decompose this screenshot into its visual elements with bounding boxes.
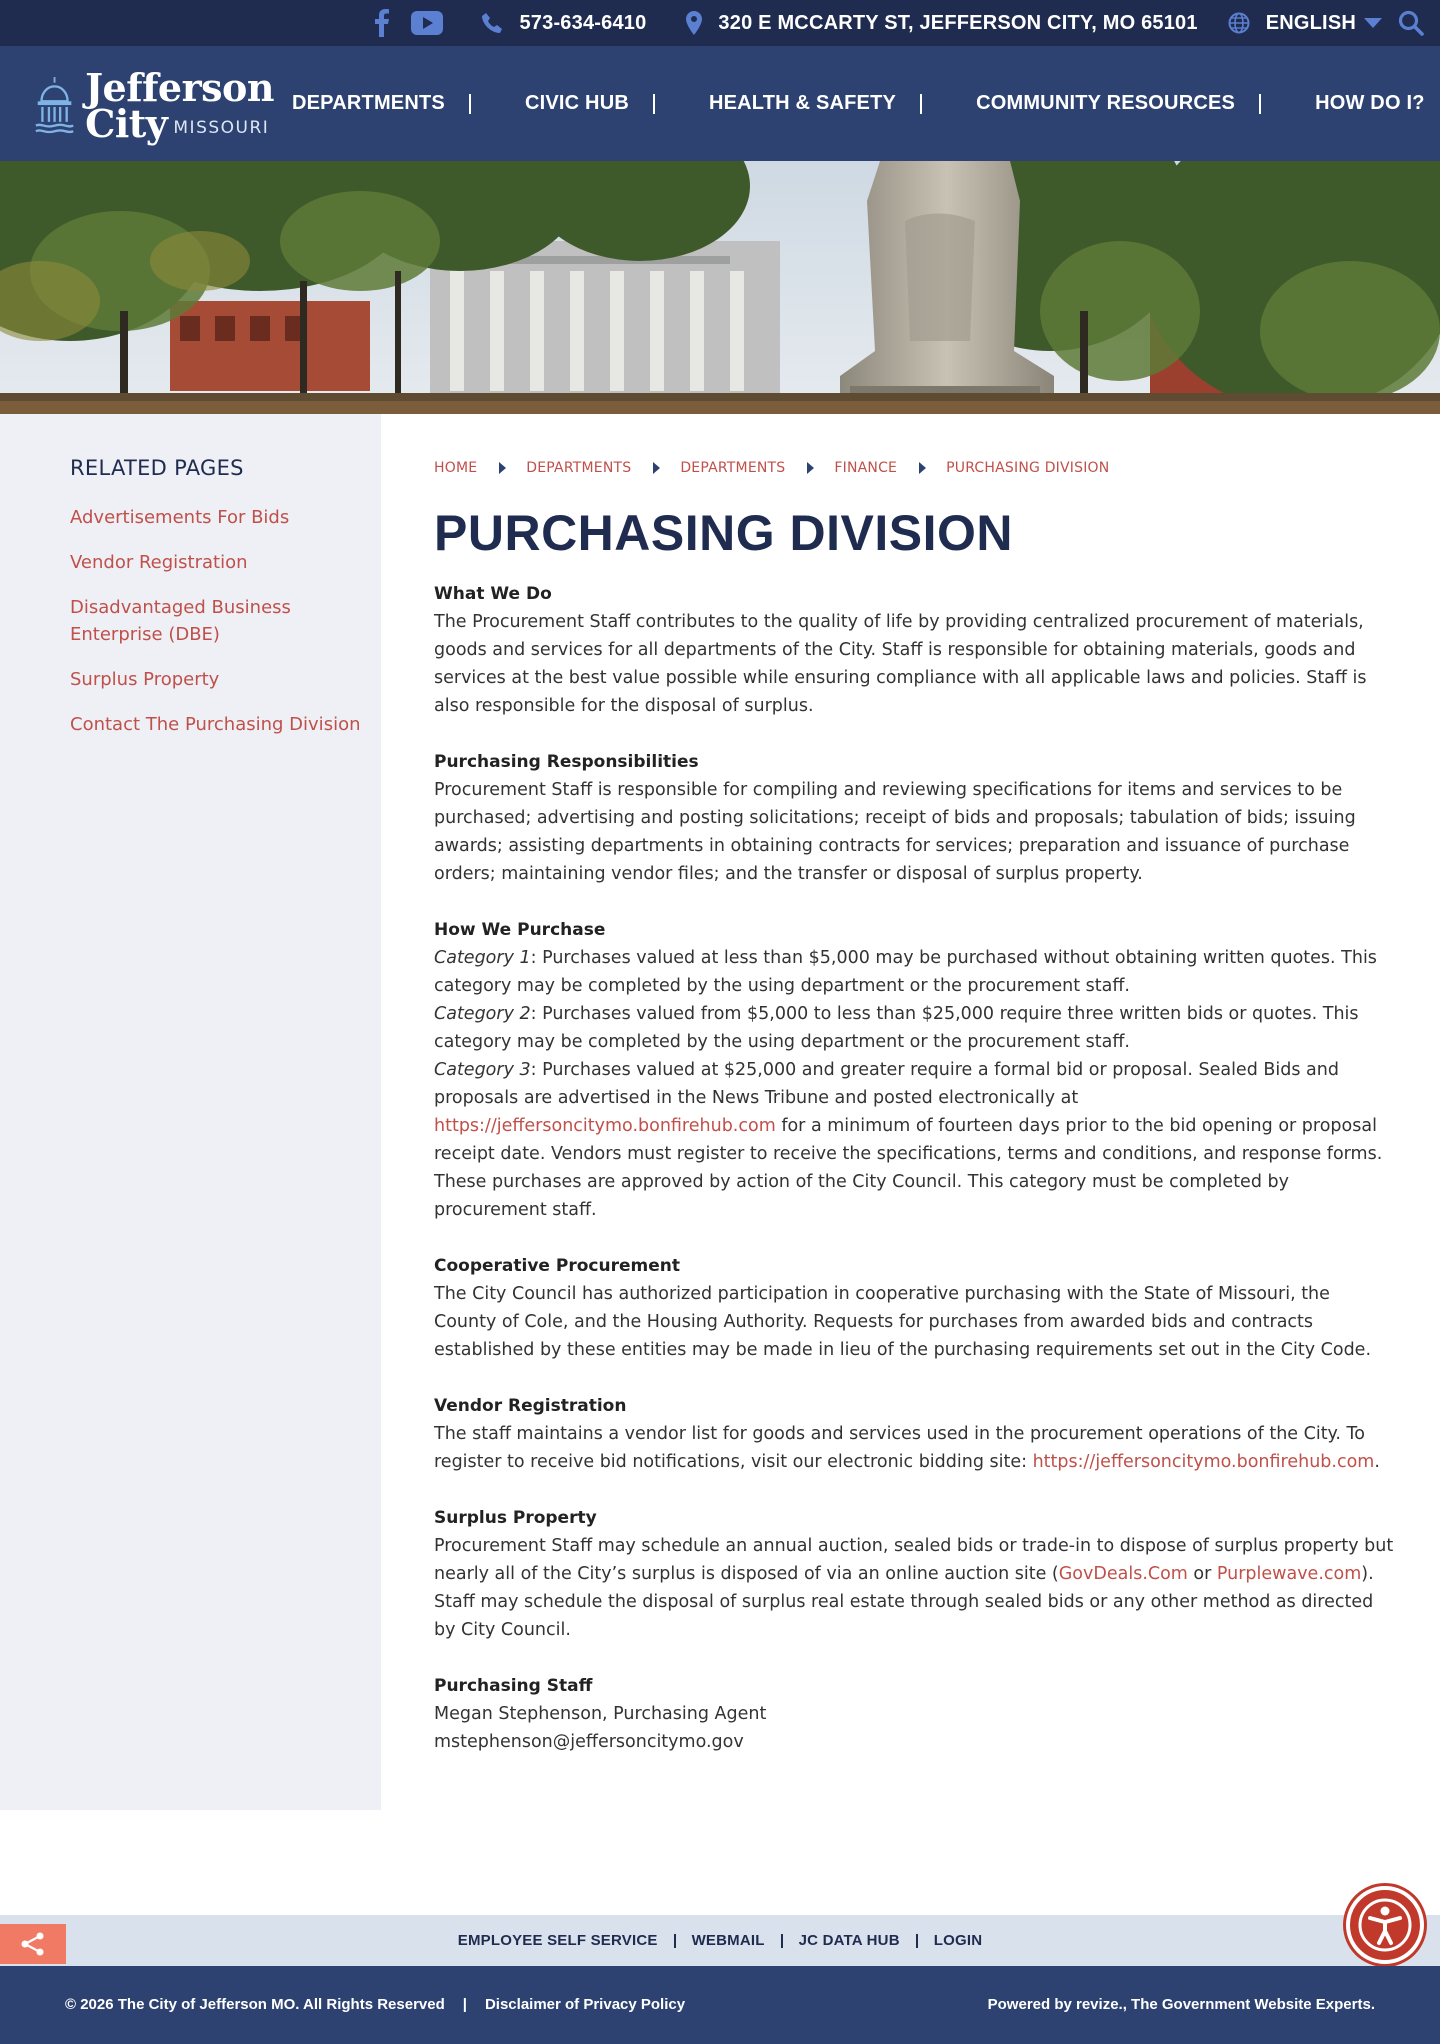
nav-departments[interactable]: DEPARTMENTS <box>292 92 445 114</box>
section-heading: Vendor Registration <box>434 1396 627 1416</box>
category-2 <box>434 1000 1394 1056</box>
language-label: ENGLISH <box>1265 11 1356 34</box>
powered-by-link[interactable]: Powered by revize., The Government Website Experts. <box>987 1996 1375 2013</box>
nav-civic-hub[interactable]: CIVIC HUB <box>524 92 629 114</box>
category-2-text: : Purchases valued from $5,000 to less than $25,000 require three written bids or quotes. This category may be completed by the using department or the procurement staff. <box>434 1004 1359 1052</box>
chevron-down-icon <box>1364 18 1382 28</box>
govdeals-link[interactable]: GovDeals.Com <box>1058 1564 1188 1584</box>
breadcrumb-departments-2[interactable]: DEPARTMENTS <box>680 460 786 476</box>
breadcrumb-finance[interactable]: FINANCE <box>834 460 898 476</box>
sidebar-link-advertisements[interactable]: Advertisements For Bids <box>70 507 290 528</box>
staff-email: mstephenson@jeffersoncitymo.gov <box>434 1732 744 1752</box>
map-pin-icon <box>686 11 702 35</box>
article-body <box>434 580 1394 1784</box>
phone-link[interactable] <box>481 12 646 35</box>
section-surplus-property <box>434 1504 1394 1644</box>
staff-name: Megan Stephenson, Purchasing Agent <box>434 1704 767 1724</box>
language-selector[interactable] <box>1228 12 1382 35</box>
section-what-we-do <box>434 580 1394 720</box>
address-text: 320 E MCCARTY ST, JEFFERSON CITY, MO 65101 <box>718 11 1198 34</box>
sidebar-link-surplus-property[interactable]: Surplus Property <box>70 669 220 690</box>
section-heading: What We Do <box>434 584 552 604</box>
breadcrumb <box>434 460 1109 476</box>
section-heading: How We Purchase <box>434 920 606 940</box>
category-2-label: Category 2 <box>434 1004 531 1024</box>
bonfirehub-link[interactable]: https://jeffersoncitymo.bonfirehub.com <box>1032 1452 1375 1472</box>
nav-divider <box>653 94 655 114</box>
footer-link-employee-self-service[interactable]: EMPLOYEE SELF SERVICE <box>457 1932 658 1949</box>
section-cooperative <box>434 1252 1394 1364</box>
section-text <box>434 1420 1394 1476</box>
category-1-label: Category 1 <box>434 948 531 968</box>
footer-link-login[interactable]: LOGIN <box>933 1932 983 1949</box>
section-text <box>434 1532 1394 1644</box>
footer-divider <box>781 1934 783 1948</box>
disclaimer-link[interactable]: Disclaimer of Privacy Policy <box>484 1996 686 2013</box>
sidebar-link-contact[interactable]: Contact The Purchasing Division <box>70 714 361 735</box>
breadcrumb-arrow-icon <box>919 462 926 474</box>
accessibility-icon <box>1357 1897 1413 1953</box>
facebook-icon <box>375 9 389 37</box>
section-text: The City Council has authorized participation in cooperative purchasing with the State of Missouri, the County of Cole, and the Housing Authority. Requests for purchases from awarded bids and contracts established by these entities may be made in lieu of the purchasing requirements set out in the City Code. <box>434 1284 1372 1360</box>
main-nav <box>292 46 1425 161</box>
vendor-text: The staff maintains a vendor list for goods and services used in the procurement operations of the City. To register to receive bid notifications, visit our electronic bidding site: <box>434 1424 1365 1472</box>
section-heading: Purchasing Staff <box>434 1676 593 1696</box>
youtube-icon <box>411 11 443 35</box>
nav-divider <box>469 94 471 114</box>
section-purchasing-staff <box>434 1672 1394 1756</box>
youtube-link[interactable] <box>411 11 443 35</box>
nav-health-safety[interactable]: HEALTH & SAFETY <box>708 92 897 114</box>
surplus-text: Procurement Staff may schedule an annual auction, sealed bids or trade-in to dispose of surplus property but nearly all of the City’s surplus is disposed of via an online auction site ( <box>434 1536 1394 1584</box>
related-pages-list <box>70 504 370 756</box>
category-1-text: : Purchases valued at less than $5,000 may be purchased without obtaining written quotes. This category may be completed by the using department or the procurement staff. <box>434 948 1377 996</box>
main-header <box>0 46 1440 161</box>
page-title: PURCHASING DIVISION <box>434 505 1014 561</box>
share-button[interactable] <box>0 1924 66 1964</box>
logo-line-2: City <box>85 101 168 146</box>
sidebar <box>0 414 381 1810</box>
search-icon <box>1398 10 1424 36</box>
logo-line-1: Jefferson <box>85 64 274 110</box>
section-how-we-purchase <box>434 916 1394 1224</box>
footer-link-webmail[interactable]: WEBMAIL <box>691 1932 765 1949</box>
copyright-text: © 2026 The City of Jefferson MO. All Rights Reserved <box>65 1996 445 2013</box>
section-responsibilities <box>434 748 1394 888</box>
breadcrumb-departments[interactable]: DEPARTMENTS <box>526 460 632 476</box>
category-3-label: Category 3 <box>434 1060 531 1080</box>
vendor-tail: . <box>1374 1452 1380 1472</box>
section-heading: Cooperative Procurement <box>434 1256 680 1276</box>
top-utility-bar <box>0 0 1440 46</box>
footer-divider <box>916 1934 918 1948</box>
site-logo[interactable] <box>34 64 274 146</box>
logo-line-3: MISSOURI <box>173 118 270 138</box>
facebook-link[interactable] <box>375 9 389 37</box>
sidebar-heading: RELATED PAGES <box>70 456 244 480</box>
category-3-text: : Purchases valued at $25,000 and greater require a formal bid or proposal. Sealed Bids and proposals are advertised in the News Tribune and posted electronically at <box>434 1060 1339 1108</box>
category-1 <box>434 944 1394 1000</box>
address-link[interactable] <box>686 11 1197 35</box>
breadcrumb-home[interactable]: HOME <box>434 460 478 476</box>
sidebar-link-vendor-registration[interactable]: Vendor Registration <box>70 552 248 573</box>
breadcrumb-arrow-icon <box>807 462 814 474</box>
search-button[interactable] <box>1398 10 1424 36</box>
footer-links-bar <box>0 1915 1440 1966</box>
nav-community-resources[interactable]: COMMUNITY RESOURCES <box>976 92 1236 114</box>
bonfirehub-link[interactable]: https://jeffersoncitymo.bonfirehub.com <box>434 1116 776 1136</box>
footer-link-jc-data-hub[interactable]: JC DATA HUB <box>798 1932 900 1949</box>
category-3-tail: for a minimum of fourteen days prior to the bid opening or proposal receipt date. Vendors must register to receive the specifications, terms and conditions, and response forms. These purchases are approved by action of the City Council. This category must be completed by procurement staff. <box>434 1116 1383 1220</box>
phone-icon <box>481 12 503 34</box>
surplus-mid: or <box>1187 1564 1217 1584</box>
category-3 <box>434 1056 1394 1224</box>
hero-banner-image <box>0 161 1440 414</box>
footer-divider: | <box>462 1996 467 2013</box>
surplus-tail: ). Staff may schedule the disposal of surplus real estate through sealed bids or any other method as directed by City Council. <box>434 1564 1374 1640</box>
nav-divider <box>1259 94 1261 114</box>
breadcrumb-arrow-icon <box>653 462 660 474</box>
breadcrumb-current: PURCHASING DIVISION <box>946 460 1110 476</box>
nav-divider <box>920 94 922 114</box>
section-text: The Procurement Staff contributes to the quality of life by providing centralized procurement of materials, goods and services for all departments of the City. Staff is responsible for obtaining materials, goods and services at the best value possible while ensuring compliance with all applicable laws and policies. Staff is also responsible for the disposal of surplus. <box>434 612 1367 716</box>
footer-bottom <box>0 1966 1440 2044</box>
section-heading: Purchasing Responsibilities <box>434 752 699 772</box>
purplewave-link[interactable]: Purplewave.com <box>1216 1564 1362 1584</box>
phone-number: 573-634-6410 <box>519 11 647 34</box>
section-text: Procurement Staff is responsible for compiling and reviewing specifications for items and services to be purchased; advertising and posting solicitations; receipt of bids and proposals; tabulation of bids; issuing awards; assisting departments in obtaining contracts for services; preparation and issuance of purchase orders; maintaining vendor files; and the transfer or disposal of surplus property. <box>434 780 1356 884</box>
share-icon <box>20 1932 46 1956</box>
accessibility-button[interactable] <box>1346 1886 1424 1964</box>
globe-icon <box>1228 12 1250 34</box>
section-heading: Surplus Property <box>434 1508 597 1528</box>
capitol-dome-icon <box>34 73 75 139</box>
sidebar-link-dbe[interactable]: Disadvantaged Business Enterprise (DBE) <box>70 597 291 645</box>
nav-how-do-i[interactable]: HOW DO I? <box>1315 92 1425 114</box>
footer-divider <box>674 1934 676 1948</box>
breadcrumb-arrow-icon <box>499 462 506 474</box>
section-vendor-registration <box>434 1392 1394 1476</box>
